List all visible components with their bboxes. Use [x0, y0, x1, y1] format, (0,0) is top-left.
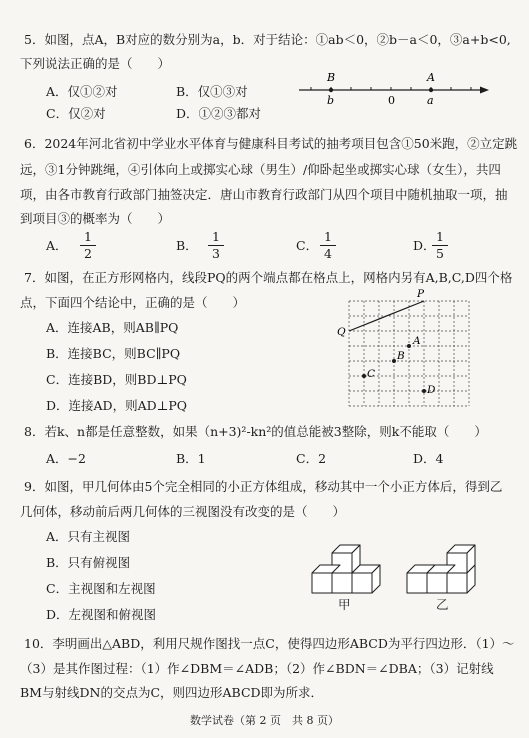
label-P: P [417, 288, 425, 300]
q6-option-d-fraction: $\frac{1}{5}$ [432, 230, 448, 261]
label-D: D [427, 384, 436, 396]
label-a: a [427, 94, 434, 107]
q5-line2: 下列说法正确的是（ ） [20, 56, 171, 71]
q9-line1: 9．如图，甲几何体由5个完全相同的小正方体组成，移动其中一个小正方体后，得到乙 [24, 479, 503, 494]
label-A: A [413, 335, 421, 347]
q8-option-d: D．4 [413, 451, 444, 466]
q5-option-b: B．仅①③对 [176, 84, 248, 99]
q6-line3: 项，由各市教育行政部门抽签决定．唐山市教育行政部门从四个项目中随机抽取一项，抽 [20, 187, 508, 202]
q8-line1: 8．若k、n都是任意整数，如果（n+3)²-kn²的值总能被3整除，则k不能取（ ） [24, 424, 487, 439]
label-zero: 0 [388, 94, 395, 107]
q6-line4: 到项目③的概率为（ ） [20, 211, 171, 226]
q6-option-a-letter: A． [46, 238, 68, 253]
q10-line1: 10．李明画出△ABD，利用尺规作图找一点C，使得四边形ABCD为平行四边形．（1）～ [24, 636, 515, 651]
page-footer: 数学试卷（第 2 页 共 8 页） [190, 714, 339, 727]
q8-option-c: C．2 [296, 451, 327, 466]
q8-option-a: A．−2 [46, 451, 86, 466]
q6-option-a-fraction: $\frac{1}{2}$ [80, 230, 96, 261]
point-c-dot [362, 374, 366, 378]
label-A: A [427, 71, 435, 84]
q9-option-c: C．主视图和左视图 [46, 581, 156, 596]
label-jia: 甲 [338, 597, 351, 612]
q6-line1: 6．2024年河北省初中学业水平体育与健康科目考试的抽考项目包含①50米跑，②立定跳 [24, 136, 518, 151]
q6-option-b-letter: B． [176, 238, 198, 253]
point-b-dot [329, 88, 333, 92]
label-yi: 乙 [436, 597, 449, 612]
grid-figure [335, 287, 475, 419]
point-d-dot [422, 389, 426, 393]
q6-line2: 远，③1分钟跳绳，④引体向上或掷实心球（男生）/仰卧起坐或掷实心球（女生），共四 [20, 162, 501, 177]
point-b-dot [392, 359, 396, 363]
label-C: C [367, 368, 376, 380]
q9-line2: 几何体，移动前后两几何体的三视图没有改变的是（ ） [20, 504, 346, 519]
q6-option-d-letter: D． [413, 238, 436, 253]
label-Q: Q [337, 326, 346, 338]
solid-jia-figure [310, 535, 415, 615]
label-B: B [397, 350, 405, 362]
number-line-figure [295, 68, 495, 108]
q7-line2: 点，下面四个结论中，正确的是（ ） [20, 295, 246, 310]
q5-option-c: C．仅②对 [46, 106, 106, 121]
q6-option-c-fraction: $\frac{1}{4}$ [320, 230, 336, 261]
point-a-dot [429, 88, 433, 92]
q9-option-b: B．只有俯视图 [46, 555, 131, 570]
q10-line3: BM与射线DN的交点为C，则四边形ABCD即为所求． [20, 685, 324, 700]
q10-line2: （3）是其作图过程：（1）作∠DBM＝∠ADB；（2）作∠BDN＝∠DBA；（3）记射线 [20, 661, 494, 676]
q8-option-b: B．1 [176, 451, 206, 466]
q6-option-b-fraction: $\frac{1}{3}$ [208, 230, 224, 261]
label-B: B [327, 71, 336, 84]
q9-option-a: A．只有主视图 [46, 529, 131, 544]
segment-pq [349, 301, 424, 331]
q7-line1: 7．如图，在正方形网格内，线段PQ的两个端点都在格点上，网格内另有A,B,C,D四个格 [24, 270, 513, 285]
q5-option-d: D．①②③都对 [176, 106, 262, 121]
q5-option-a: A．仅①②对 [46, 84, 118, 99]
solid-yi-figure [405, 535, 510, 615]
q7-option-b: B．连接BC，则BC∥PQ [46, 346, 181, 361]
q7-option-d: D．连接AD，则AD⊥PQ [46, 398, 188, 413]
point-a-dot [407, 344, 411, 348]
q7-option-c: C．连接BD，则BD⊥PQ [46, 372, 187, 387]
label-b: b [327, 94, 335, 107]
q9-option-d: D．左视图和俯视图 [46, 607, 157, 622]
q7-option-a: A．连接AB，则AB∥PQ [46, 320, 179, 335]
q5-line1: 5．如图，点A，B对应的数分别为a，b．对于结论：①ab＜0，②b－a＜0，③a+b<0, [24, 32, 511, 47]
q6-option-c-letter: C． [296, 238, 319, 253]
